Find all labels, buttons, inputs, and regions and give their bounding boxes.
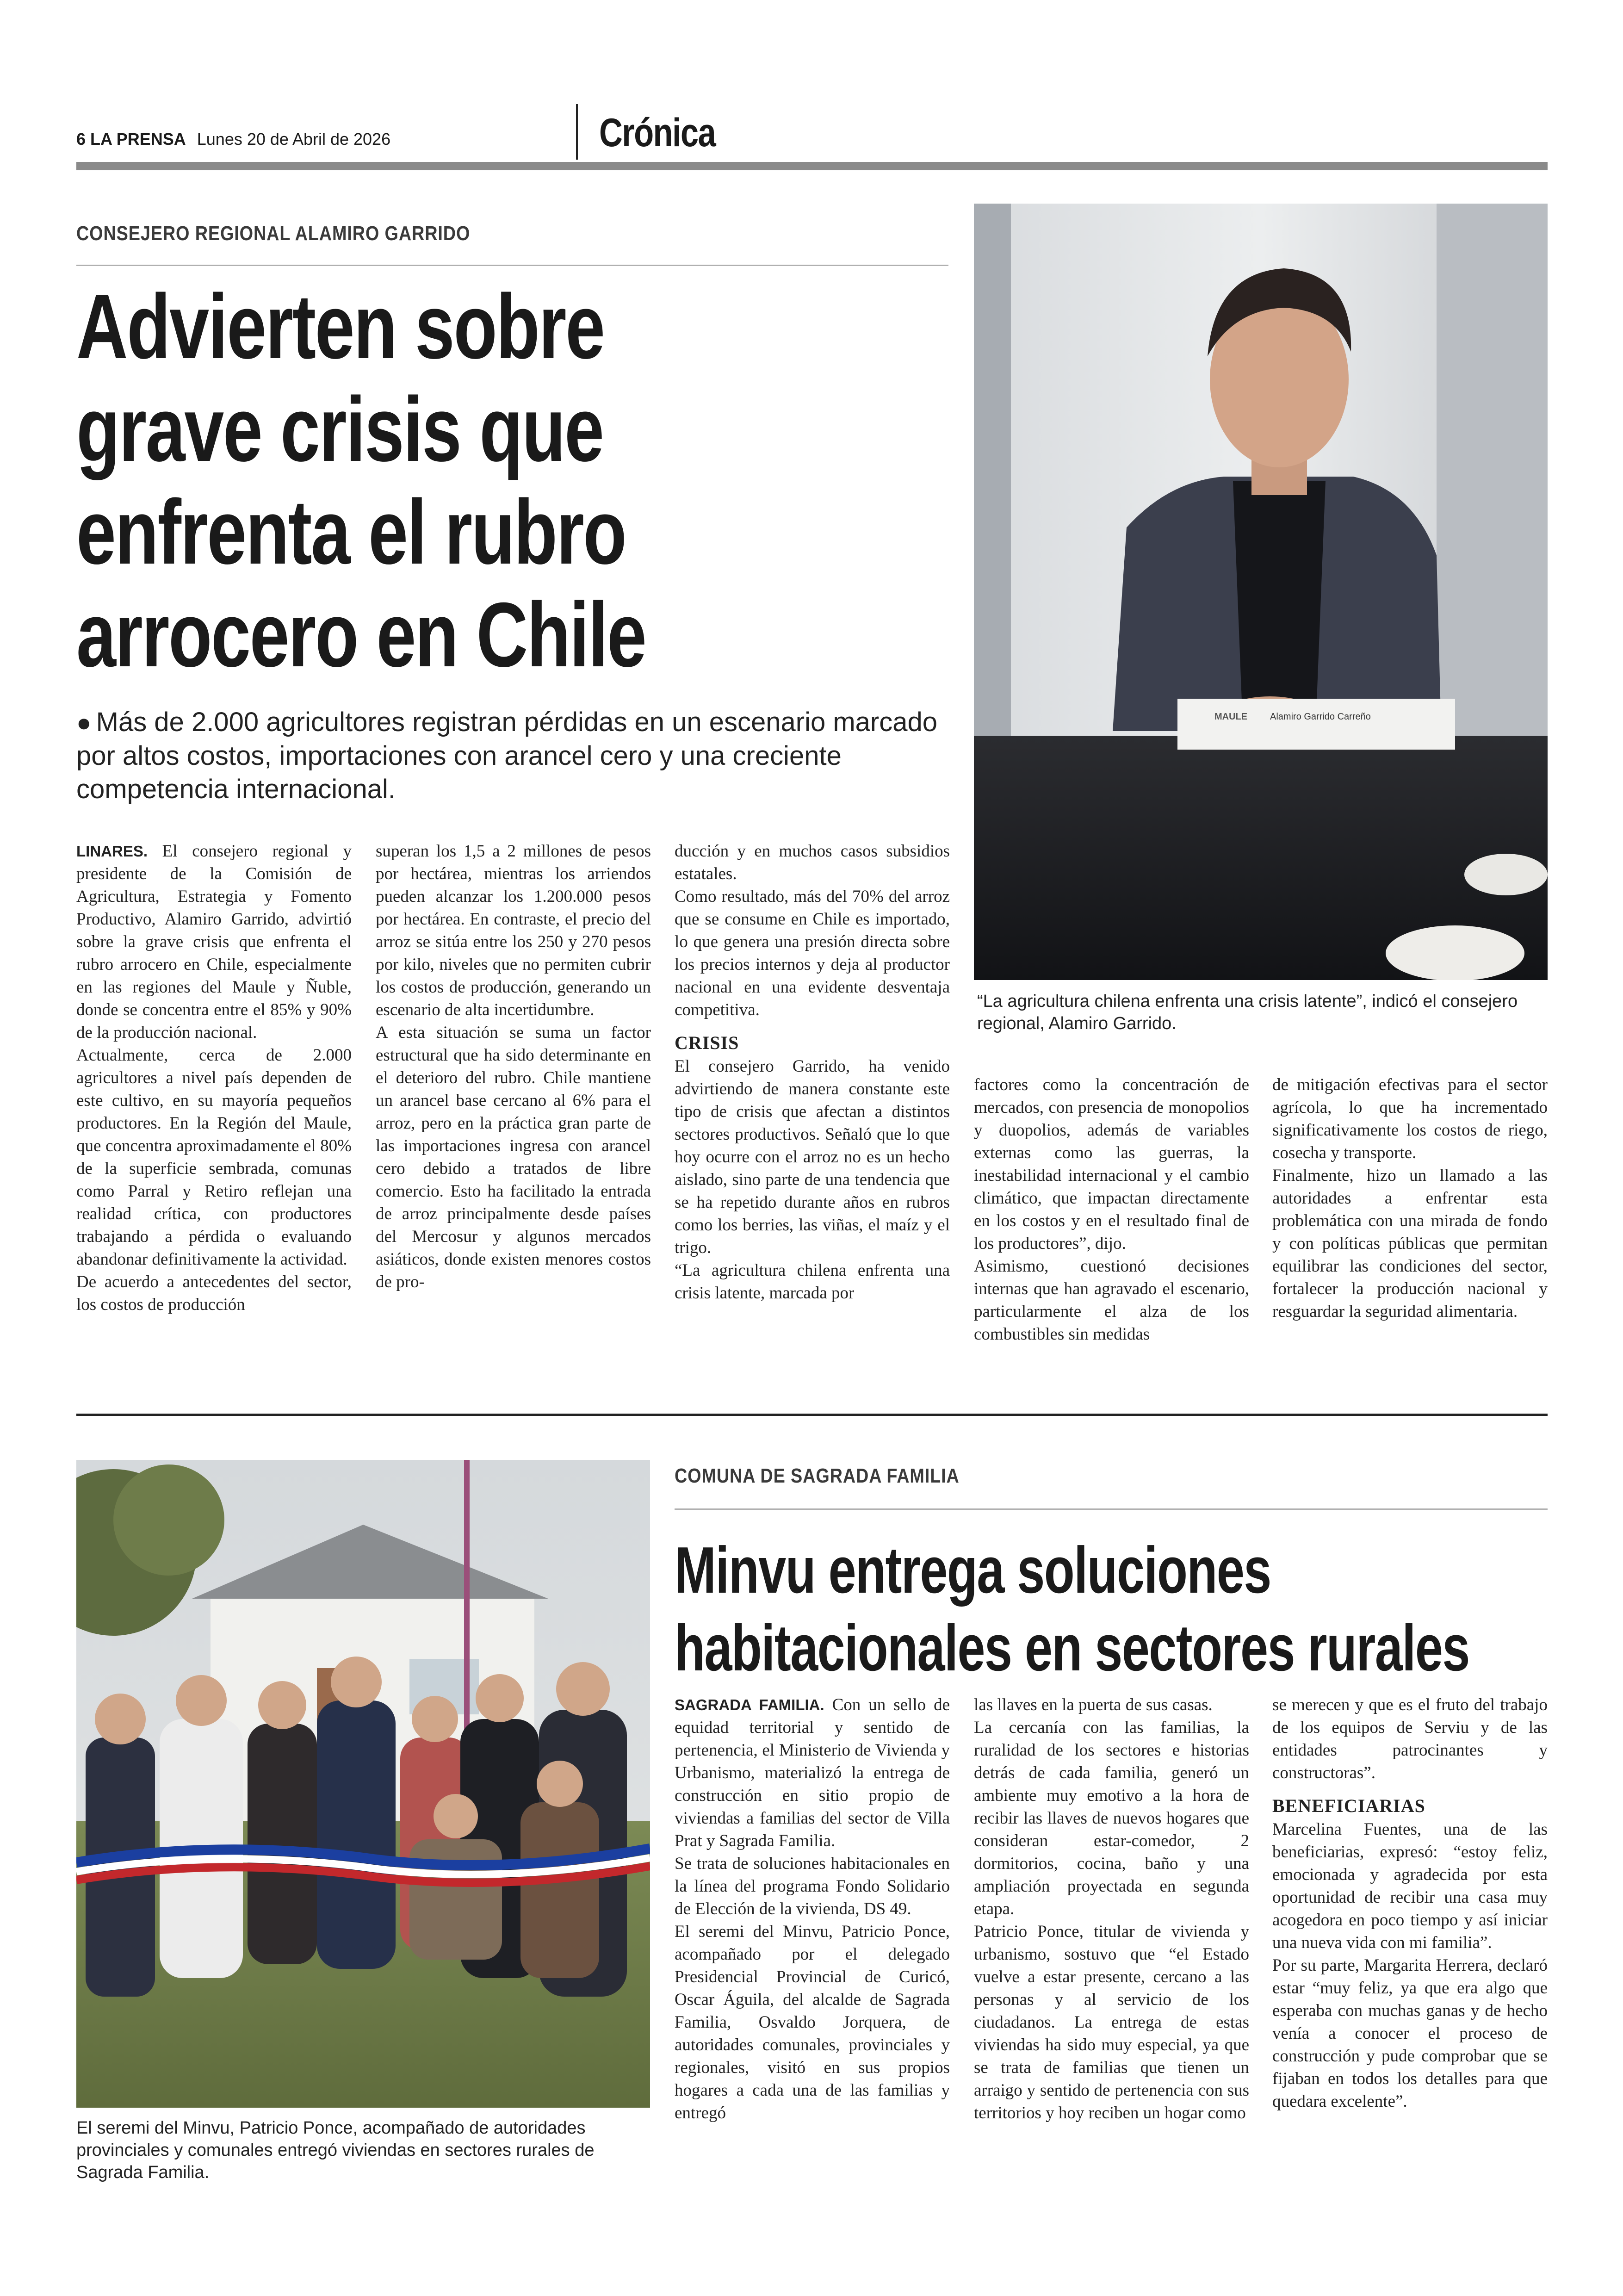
photo-logo-text: MAULE [1214, 712, 1248, 722]
article1-dateline: LINARES. [76, 843, 148, 860]
article2-photo [76, 1460, 650, 2108]
masthead-divider [576, 104, 578, 160]
article1-headline: Advierten sobre grave crisis que enfrenta el rubro arrocero en Chile [76, 275, 646, 686]
article2-column-1 [675, 1694, 950, 2124]
article1-deck [76, 706, 955, 806]
page-number: 6 [76, 130, 86, 149]
paragraph: se merecen y que es el fruto del trabajo de los equipos de Serviu y de las entidades patrocinantes y constructoras”. [1272, 1695, 1548, 1782]
paragraph: Como resultado, más del 70% del arroz que se consume en Chile es importado, lo que genera una presión directa sobre los precios internos y deja al productor nacional en una evidente desventaja competitiva. [675, 887, 950, 1019]
article2-kicker: COMUNA DE SAGRADA FAMILIA [675, 1464, 960, 1487]
ribbon-cutting-photo [76, 1460, 650, 2108]
article2-headline: Minvu entrega soluciones habitacionales en sectores rurales [675, 1533, 1469, 1685]
kicker-rule [76, 265, 948, 266]
article1-column-1 [76, 840, 352, 1316]
paragraph: La cercanía con las familias, la ruralidad de los sectores e historias detrás de cada familia, generó un ambiente muy emotivo a la hora de recibir las llaves de nuevos hogares que consideran estar-comedor, 2 dormitorios, cocina, baño y una ampliación proyectada en segunda etapa. [974, 1718, 1249, 1918]
paragraph: de mitigación efectivas para el sector agrícola, lo que ha incrementado significativamente los costos de riego, cosecha y transporte. [1272, 1075, 1548, 1162]
article1-kicker: CONSEJERO REGIONAL ALAMIRO GARRIDO [76, 222, 471, 245]
subhead-beneficiarias: BENEFICIARIAS [1272, 1795, 1425, 1816]
article2-photo-caption: El seremi del Minvu, Patricio Ponce, acompañado de autoridades provinciales y comunales entregó viviendas en sectores rurales de Sagrada Familia. [76, 2118, 595, 2182]
masthead-info [76, 130, 390, 149]
councillor-photo [974, 204, 1548, 980]
article1-photo-caption: “La agricultura chilena enfrenta una crisis latente”, indicó el consejero regional, Alamiro Garrido. [977, 992, 1518, 1033]
paper-name: LA PRENSA [90, 130, 186, 149]
paragraph: Por su parte, Margarita Herrera, declaró estar “muy feliz, ya que era algo que esperaba con muchas ganas y de hecho venía a conocer el proceso de construcción y pude comprobar que se fijaban en todos los detalles para que quedara excelente”. [1272, 1956, 1548, 2111]
paragraph: Se trata de soluciones habitacionales en la línea del programa Fondo Solidario de Elección de la vivienda, DS 49. [675, 1854, 950, 1918]
article1-photo [974, 204, 1548, 980]
section-name: Crónica [599, 111, 716, 155]
article1-column-5 [1272, 1074, 1548, 1323]
paragraph: De acuerdo a antecedentes del sector, los costos de producción [76, 1272, 352, 1314]
issue-date: Lunes 20 de Abril de 2026 [197, 130, 391, 149]
photo-nameplate: Alamiro Garrido Carreño [1270, 712, 1371, 722]
subhead-crisis: CRISIS [675, 1032, 739, 1053]
deck-text: Más de 2.000 agricultores registran pérdidas en un escenario marcado por altos costos, importaciones con arancel cero y una creciente competencia internacional. [76, 707, 937, 804]
article2-column-3 [1272, 1694, 1548, 2113]
paragraph: factores como la concentración de mercados, con presencia de monopolios y duopolios, además de variables externas como las guerras, la inestabilidad internacional y el cambio climático, que impactan directamente en los costos y en el resultado final de los productores”, dijo. [974, 1075, 1249, 1253]
paragraph: A esta situación se suma un factor estructural que ha sido determinante en el deterioro del rubro. Chile mantiene un arancel base cercano al 6% para el arroz, pero en la práctica gran parte de las importaciones ingresa con arancel cero debido a tratados de libre comercio. Esto ha facilitado la entrada de arroz principalmente desde países del Mercosur y algunos mercados asiáticos, donde existen menores costos de pro- [376, 1023, 651, 1291]
paragraph: El consejero Garrido, ha venido advirtiendo de manera constante este tipo de crisis que afectan a distintos sectores productivos. Señaló que lo que hoy ocurre con el arroz no es un hecho aislado, sino parte de una tendencia que se ha repetido durante años en rubros como los berries, las viñas, el maíz y el trigo. [675, 1057, 950, 1257]
masthead-rule [76, 162, 1548, 170]
paragraph: Asimismo, cuestionó decisiones internas que han agravado el escenario, particularmente el alza de los combustibles sin medidas [974, 1257, 1249, 1344]
paragraph: Marcelina Fuentes, una de las beneficiarias, expresó: “estoy feliz, emocionada y agradecida por esta oportunidad de recibir una casa muy acogedora en poco tiempo y así iniciar una nueva vida con mi familia”. [1272, 1820, 1548, 1952]
bullet-icon: ● [76, 709, 92, 737]
article1-column-3 [675, 840, 950, 1304]
paragraph: El consejero regional y presidente de la Comisión de Agricultura, Estrategia y Fomento Productivo, Alamiro Garrido, advirtió sobre la grave crisis que enfrenta el rubro arrocero en Chile, especialmente en las regiones del Maule y Ñuble, donde se concentra entre el 85% y 90% de la producción nacional. [76, 842, 352, 1042]
paragraph: Con un sello de equidad territorial y sentido de pertenencia, el Ministerio de Vivienda y Urbanismo, materializó la entrega de construcción en sitio propio de viviendas a familias del sector de Villa Prat y Sagrada Familia. [675, 1695, 950, 1850]
paragraph: Actualmente, cerca de 2.000 agricultores a nivel país dependen de este cultivo, en su mayoría pequeños productores. En la Región del Maule, que concentra aproximadamente el 80% de la superficie sembrada, comunas como Parral y Retiro reflejan una realidad crítica, con productores trabajando a pérdida o evaluando abandonar definitivamente la actividad. [76, 1046, 352, 1269]
paragraph: las llaves en la puerta de sus casas. [974, 1695, 1213, 1714]
paragraph: superan los 1,5 a 2 millones de pesos por hectárea, mientras los arriendos pueden alcanzar los 1.200.000 pesos por hectárea. En contraste, el precio del arroz se sitúa entre los 250 y 270 pesos por kilo, niveles que no permiten cubrir los costos de producción, generando un escenario de alta incertidumbre. [376, 842, 651, 1019]
paragraph: Patricio Ponce, titular de vivienda y urbanismo, sostuvo que “el Estado vuelve a estar presente, cercano a las personas y al servicio de los ciudadanos. La entrega de estas viviendas ha sido muy especial, ya que se trata de familias que tienen un arraigo y sentido de pertenencia con sus territorios y hoy reciben un hogar como [974, 1922, 1249, 2122]
article1-column-2 [376, 840, 651, 1293]
kicker-rule [675, 1508, 1548, 1510]
article2-column-2 [974, 1694, 1249, 2124]
article2-dateline: SAGRADA FAMILIA. [675, 1696, 824, 1713]
article1-column-4 [974, 1074, 1249, 1346]
paragraph: El seremi del Minvu, Patricio Ponce, acompañado por el delegado Presidencial Provincial de Curicó, Oscar Águila, del alcalde de Sagrada Familia, Osvaldo Jorquera, de autoridades comunales, provinciales y regionales, visitó en sus propios hogares a cada una de las familias y entregó [675, 1922, 950, 2122]
section-divider [76, 1414, 1548, 1416]
paragraph: “La agricultura chilena enfrenta una crisis latente, marcada por [675, 1261, 950, 1303]
paragraph: Finalmente, hizo un llamado a las autoridades a enfrentar esta problemática con una mirada de fondo y con políticas públicas que permitan equilibrar las condiciones del sector, fortalecer la producción nacional y resguardar la seguridad alimentaria. [1272, 1166, 1548, 1321]
paragraph: ducción y en muchos casos subsidios estatales. [675, 842, 950, 883]
